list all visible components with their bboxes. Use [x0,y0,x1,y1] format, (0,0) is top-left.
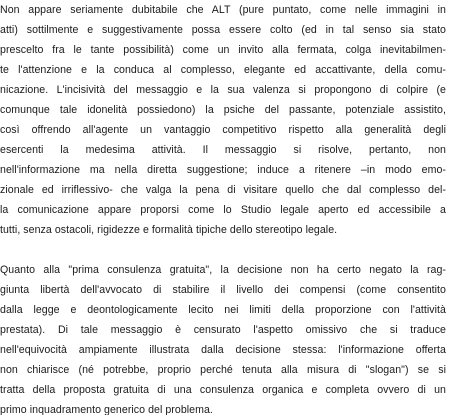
text-line: dalla legge e deontologicamente lecito nei limiti della proporzione con l'attività [0,304,446,316]
text-line: comunque tale idonelità possiedono) la psiche del passante, potenziale assistito, [0,104,446,116]
paragraph-free-consultation [0,260,446,415]
text-line: te l'attenzione e la conduca al complesso, elegante ed accattivante, della comu- [0,64,446,76]
text-line: esercenti la medesima attività. Il messaggio si risolve, pertanto, non [0,144,446,156]
text-line: Non appare seriamente dubitabile che ALT (pure puntato, come nelle immagini in [0,4,446,16]
text-line: nicazione. L'incisività del messaggio e la sua valenza si propongono di colpire (e [0,84,446,96]
text-line: nell'informazione ma nella diretta suggestione; induce a ritenere –in modo emo- [0,164,446,176]
text-line: zionale ed irriflessivo- che valga la pena di visitare quello che dal complesso del- [0,184,446,196]
text-line: Quanto alla "prima consulenza gratuita", la decisione non ha certo negato la rag- [0,264,446,276]
text-line: atti) sottilmente e suggestivamente possa essere colto (ed in tal senso sia stato [0,24,446,36]
text-line: prestata). Di tale messaggio è censurato l'aspetto omissivo che si traduce [0,324,446,336]
text-line: giunta libertà dell'avvocato di stabilire il livello dei compensi (come consentito [0,284,446,296]
text-line: la comunicazione appare proporsi come lo Studio legale aperto ed accessibile a [0,204,446,216]
text-line: tutti, senza ostacoli, rigidezze e formalità tipiche dello stereotipo legale. [0,224,338,236]
text-line: così offrendo all'agente un vantaggio competitivo rispetto alla generalità degli [0,124,446,136]
text-line: non chiarisce (né potrebbe, proprio perché tenuta alla misura di "slogan") se si [0,364,446,376]
text-line: prescelto fra le tante possibilità) come un invito alla fermata, colga inevitabilmen- [0,44,446,56]
text-line: primo inquadramento generico del problema. [0,404,213,415]
text-line: tratta della proposta gratuita di una consulenza organica e completa ovvero di un [0,384,446,396]
text-line: nell'equivocità ampiamente illustrata dalla decisione stessa: l'informazione offerta [0,344,446,356]
